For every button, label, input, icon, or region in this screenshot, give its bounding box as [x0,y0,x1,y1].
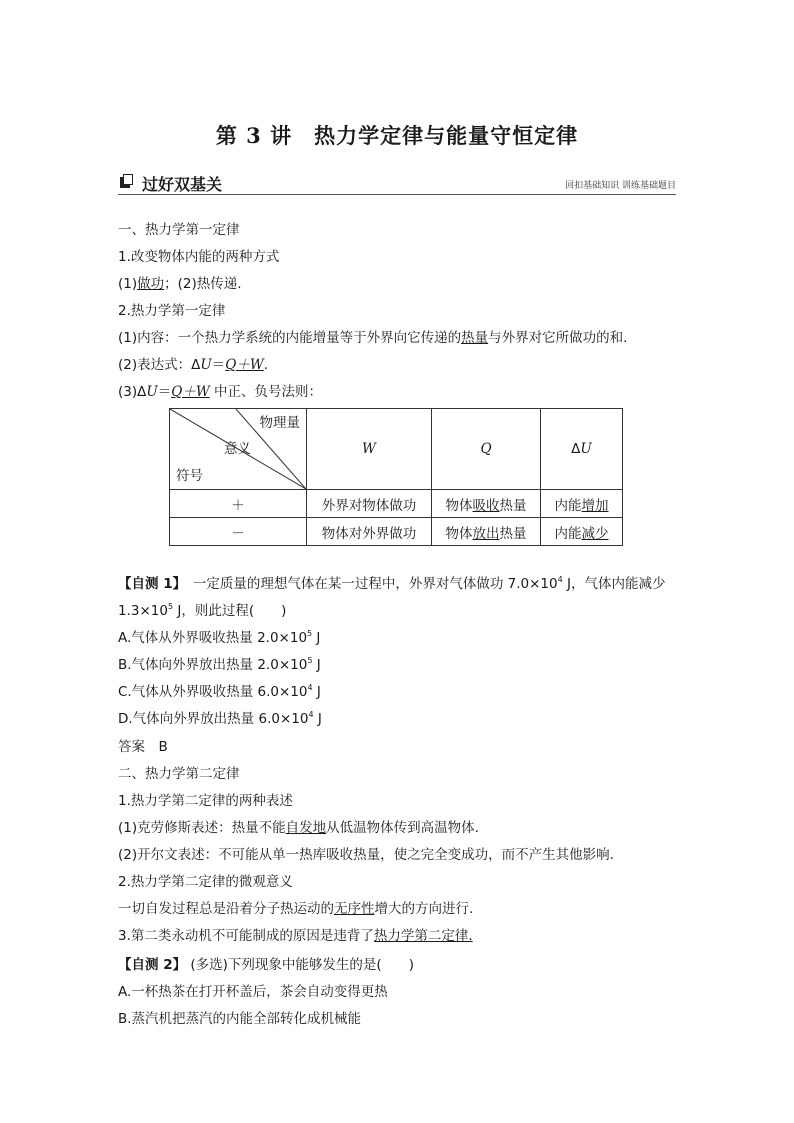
table-cell: 内能增加 [541,490,623,518]
paragraph: (3)ΔU＝Q＋W 中正、负号法则： [118,384,322,400]
question-2-stem: 【自测 2】 (多选)下列现象中能够发生的是( ) [118,957,414,973]
table-cell: 内能减少 [541,518,623,546]
table-row [170,518,623,546]
option-a: A.气体从外界吸收热量 $2.0\times 10^5$ J [118,629,321,646]
column-header: ΔU [541,409,623,490]
table-row [170,490,623,518]
sign-convention-table [169,408,623,546]
paragraph: (1)做功；(2)热传递. [118,276,242,292]
section-subtitle: 回扣基础知识 训练基础题目 [565,181,676,191]
table-cell: ＋ [170,490,307,518]
section-header [118,172,676,195]
question-1-stem: 【自测 1】 一定质量的理想气体在某一过程中，外界对气体做功 $7.0\times 10^4$ J，气体内能减少 [118,575,666,592]
paragraph: (1)内容：一个热力学系统的内能增量等于外界向它传递的热量与外界对它所做功的和. [118,330,628,346]
paragraph: (2)表达式：ΔU＝Q＋W. [118,357,268,373]
table-cell: 物体放出热量 [432,518,541,546]
section-title: 过好双基关 [142,175,223,194]
table-cell: 物体吸收热量 [432,490,541,518]
header-label: 物理量 [259,415,300,431]
section-icon [120,174,134,188]
table-cell: 物体对外界做功 [307,518,432,546]
heading-first-law: 一、热力学第一定律 [118,222,240,238]
answer: 答案 B [118,739,168,755]
paragraph: (1)克劳修斯表述：热量不能自发地从低温物体传到高温物体. [118,820,479,836]
column-header: Q [432,409,541,490]
paragraph: 2.热力学第二定律的微观意义 [118,874,293,890]
table-cell: － [170,518,307,546]
question-1-stem: $1.3\times 10^5$ J，则此过程( ) [118,602,287,619]
paragraph: 一切自发过程总是沿着分子热运动的无序性增大的方向进行. [118,901,474,917]
paragraph: 1.热力学第二定律的两种表述 [118,793,293,809]
column-header: W [307,409,432,490]
heading-second-law: 二、热力学第二定律 [118,766,240,782]
option-d: D.气体向外界放出热量 $6.0\times 10^4$ J [118,710,322,727]
option-c: C.气体从外界吸收热量 $6.0\times 10^4$ J [118,683,321,700]
header-label: 意义 [224,441,251,457]
paragraph: 2.热力学第一定律 [118,303,226,319]
option-b: B.蒸汽机把蒸汽的内能全部转化成机械能 [118,1011,362,1027]
paragraph: 1.改变物体内能的两种方式 [118,249,280,265]
header-label: 符号 [176,468,203,484]
paragraph: (2)开尔文表述：不可能从单一热库吸收热量，使之完全变成功，而不产生其他影响. [118,847,614,863]
paragraph: 3.第二类永动机不可能制成的原因是违背了热力学第二定律. [118,928,473,944]
option-b: B.气体向外界放出热量 $2.0\times 10^5$ J [118,656,321,673]
table-cell: 外界对物体做功 [307,490,432,518]
option-a: A.一杯热茶在打开杯盖后，茶会自动变得更热 [118,984,388,1000]
page-title: 第 3 讲 热力学定律与能量守恒定律 [215,123,579,148]
diagonal-header-cell [170,409,307,490]
